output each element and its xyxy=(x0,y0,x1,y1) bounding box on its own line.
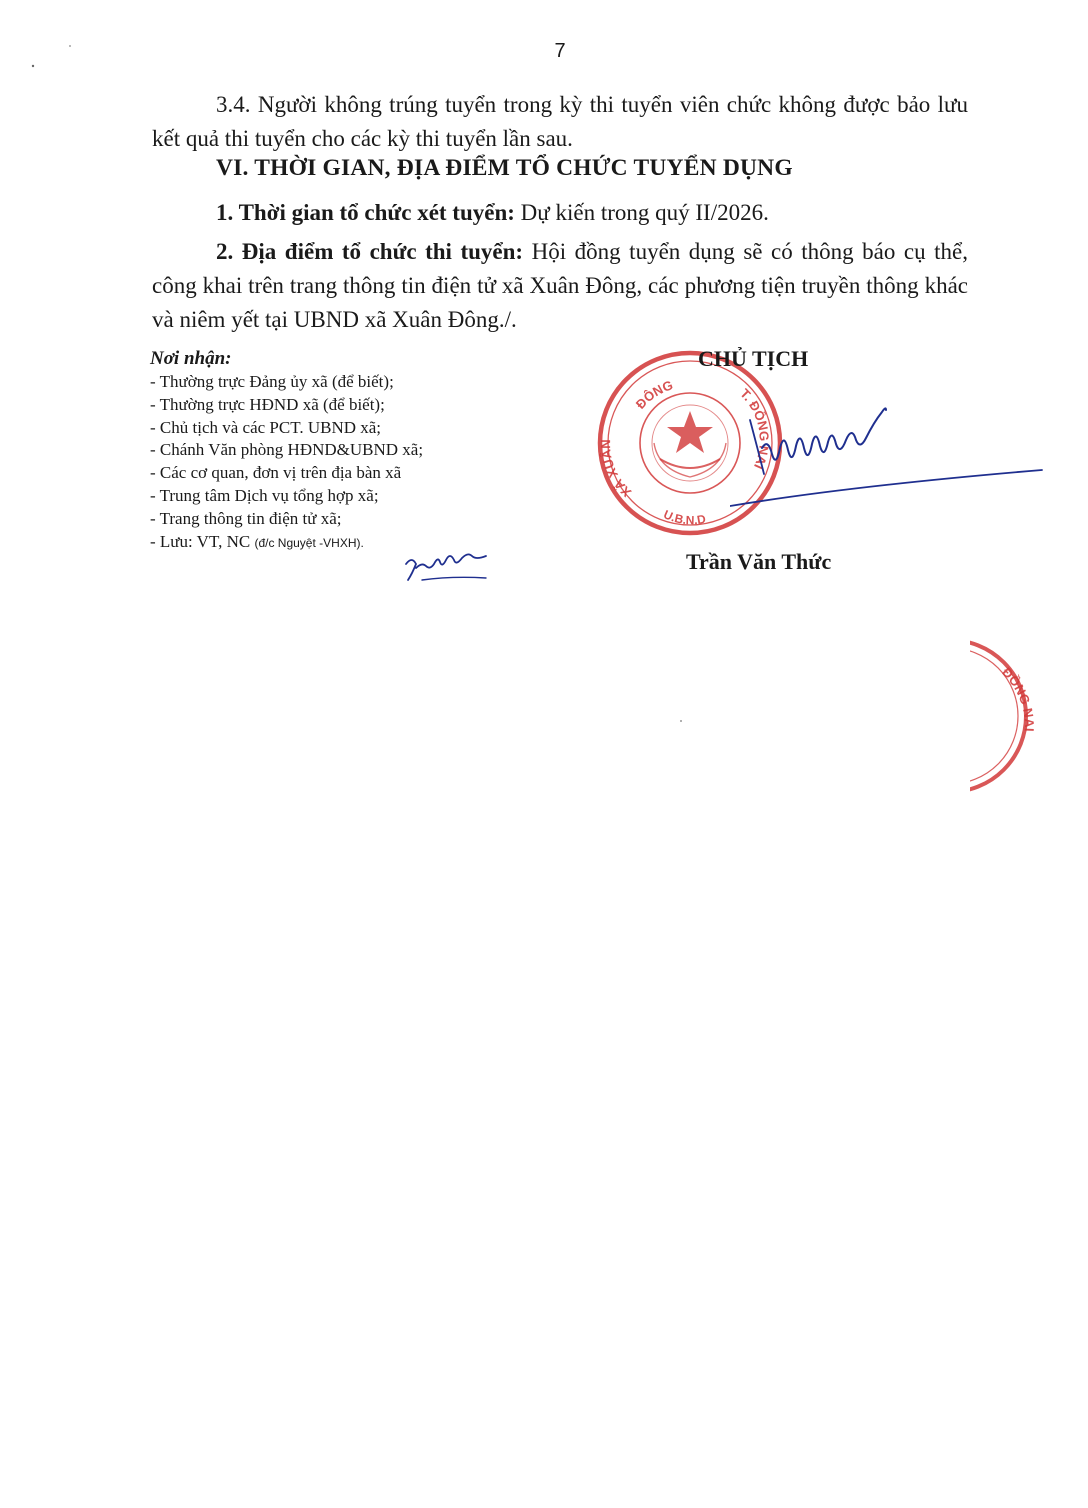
seal-text-left: XÃ XUÂN xyxy=(598,439,635,501)
signer-name: Trần Văn Thức xyxy=(686,549,832,574)
recipients-list xyxy=(150,371,590,554)
recipient-item: - Thường trực HĐND xã (để biết); xyxy=(150,394,385,414)
recipient-item: - Thường trực Đảng ủy xã (để biết); xyxy=(150,372,394,391)
recipient-item: - Trung tâm Dịch vụ tổng hợp xã; xyxy=(150,485,379,505)
recipients-title: Nơi nhận: xyxy=(150,348,232,369)
recipient-item: - Chủ tịch và các PCT. UBND xã; xyxy=(150,417,382,437)
item-2-label: 2. Địa điểm tổ chức thi tuyển: xyxy=(216,239,524,264)
item-1-text: Dự kiến trong quý II/2026. xyxy=(514,200,769,225)
item-1-label: 1. Thời gian tổ chức xét tuyển: xyxy=(216,200,515,225)
item-1-paragraph xyxy=(152,196,968,230)
item-2-text: Hội đồng tuyển dụng sẽ có thông báo cụ thể, công khai trên trang thông tin điện tử xã Xuân Đông, các phương tiện truyền thông khác và niêm yết tại UBND xã Xuân Đông./. xyxy=(152,239,968,332)
recipient-item: - Các cơ quan, đơn vị trên địa bàn xã xyxy=(150,463,402,483)
page-number: 7 xyxy=(554,40,566,62)
item-2-paragraph xyxy=(152,235,968,337)
recipient-archive xyxy=(150,531,590,555)
signer-title: CHỦ TỊCH xyxy=(698,346,809,371)
svg-text:XÃ XUÂN xyxy=(598,439,634,500)
section-heading: VI. THỜI GIAN, ĐỊA ĐIỂM TỔ CHỨC TUYỂN DỤNG xyxy=(216,155,793,181)
recipient-item: - Chánh Văn phòng HĐND&UBND xã; xyxy=(150,440,424,460)
seal-text-bottom: U.B.N.D xyxy=(661,507,707,528)
recipient-item: - Trang thông tin điện tử xã; xyxy=(150,508,342,528)
recipients-block xyxy=(150,347,590,554)
signature xyxy=(730,390,1050,530)
archive-label: - Lưu: VT, NC xyxy=(150,531,255,551)
archive-note: (đ/c Nguyệt -VHXH). xyxy=(254,535,364,550)
seal-text-top: ĐÔNG xyxy=(632,377,675,412)
svg-text:ĐÔNG xyxy=(633,377,675,411)
seal-edge-text: ĐỒNG NAI xyxy=(999,664,1038,732)
handwritten-initials xyxy=(402,550,502,586)
seal-edge-partial xyxy=(970,630,1088,800)
paragraph-3-4: 3.4. Người không trúng tuyển trong kỳ thi tuyển viên chức không được bảo lưu kết quả thi tuyển cho các kỳ thi tuyển lần sau. xyxy=(152,92,968,151)
seal-text-right: T. ĐỒNG NAI xyxy=(737,385,772,472)
svg-text:U.B.N.D xyxy=(661,507,707,527)
